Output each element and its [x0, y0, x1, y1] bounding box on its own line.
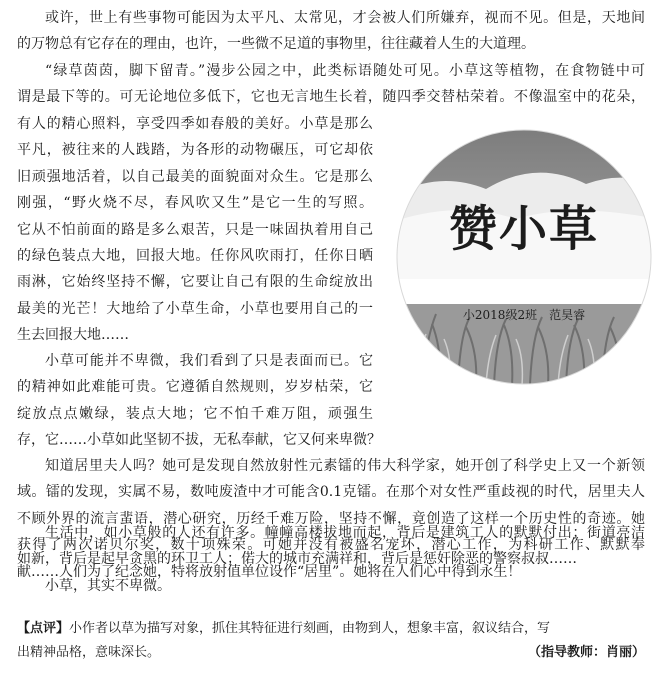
- text-line: 它从不怕前面的路是多么艰苦，只是一味固执着用自己: [17, 221, 373, 238]
- text-line: 获得了两次诺贝尔奖，数十项殊荣。可她并没有被盛名宠坏，潜心工作，为科研工作、默默奉: [17, 537, 645, 554]
- text-line: 或许，世上有些事物可能因为太平凡、太常见，才会被人们所嫌弃，视而不见。但是，天地间: [45, 10, 645, 26]
- comment-line: 出精神品格，意味深长。: [17, 645, 161, 660]
- text-line: 如新，背后是起早贪黑的环卫工人；偌大的城市充满祥和，背后是惩奸除恶的警察叔叔……: [17, 551, 577, 568]
- text-line: 存，它……小草如此坚韧不拔，无私奉献，它又何来卑微？: [17, 432, 381, 449]
- text-line: 平凡，被往来的人践踏，为各形的动物碾压，可它却依: [17, 142, 373, 159]
- text-line: 的绿色装点大地，回报大地。任你风吹雨打，任你日晒: [17, 247, 373, 264]
- text-line: 献……人们为了纪念她，特将放射值单位设作“居里”。她将在人们心中得到永生！: [17, 563, 522, 580]
- text-line: 谓是最下等的。可无论地位多低下，它也无言地生长着，随四季交替枯荣着。不像温室中的花朵，: [17, 89, 645, 106]
- author-byline: 小2018级2班 范昊睿: [462, 308, 586, 322]
- comment-text: 小作者以草为描写对象，抓住其特征进行刻画，由物到人，想象丰富，叙议结合，写: [69, 621, 551, 636]
- text-line: 知道居里夫人吗？她可是发现自然放射性元素镭的伟大科学家，她开创了科学史上又一个新领: [45, 458, 645, 474]
- text-line: “绿草茵茵，脚下留青。”漫步公园之中，此类标语随处可见。小草这等植物，在食物链中可: [45, 63, 645, 79]
- article-title: 赞小草: [448, 201, 599, 257]
- text-line: 生去回报大地……: [17, 327, 129, 344]
- text-line: 小草可能并不卑微，我们看到了只是表面而已。它: [45, 353, 373, 369]
- paragraph-2: [17, 58, 645, 111]
- paragraph-6: [17, 573, 645, 599]
- advisor-credit: （指导教师：肖丽）: [527, 645, 645, 660]
- text-line: 的万物总有它存在的理由，也许，一些微不足道的事物里，往往藏着人生的大道理。: [17, 36, 535, 53]
- text-line: 最美的光芒！大地给了小草生命，小草也要用自己的一: [17, 300, 373, 317]
- text-line: 的精神如此难能可贵。它遵循自然规则，岁岁枯荣，它: [17, 379, 373, 396]
- text-line: 小草，其实不卑微。: [45, 578, 171, 594]
- text-line: 旧顽强地活着，以自己最美的面貌面对众生。它是那么: [17, 168, 373, 185]
- paragraph-3: [17, 348, 381, 454]
- text-line: 不顾外界的流言蜚语，潜心研究，历经千难万险，坚持不懈，竟创造了这样一个历史性的奇迹。她: [17, 510, 645, 527]
- text-line: 有人的精心照料，享受四季如春般的美好。小草是那么: [17, 116, 373, 132]
- comment-line: [17, 617, 645, 641]
- text-line: 生活中，如小草般的人还有许多。幢幢高楼拔地而起，背后是建筑工人的默默付出；街道亮洁: [45, 525, 645, 541]
- paragraph-1: [17, 5, 645, 58]
- text-line: 刚强，“野火烧不尽，春风吹又生”是它一生的写照。: [17, 195, 373, 212]
- text-line: 雨淋，它始终坚持不懈，它要让自己有限的生命绽放出: [17, 274, 373, 291]
- paragraph-5-block: [17, 520, 645, 573]
- text-line: 域。镭的发现，实属不易，数吨废渣中才可能含0.1克镭。在那个对女性严重歧视的时代，居里夫人: [17, 484, 645, 501]
- paragraph-2-continued: [17, 111, 373, 349]
- text-line: 绽放点点嫩绿，装点大地；它不怕千难万阻，顽强生: [17, 405, 373, 422]
- comment-label: 【点评】: [17, 621, 70, 636]
